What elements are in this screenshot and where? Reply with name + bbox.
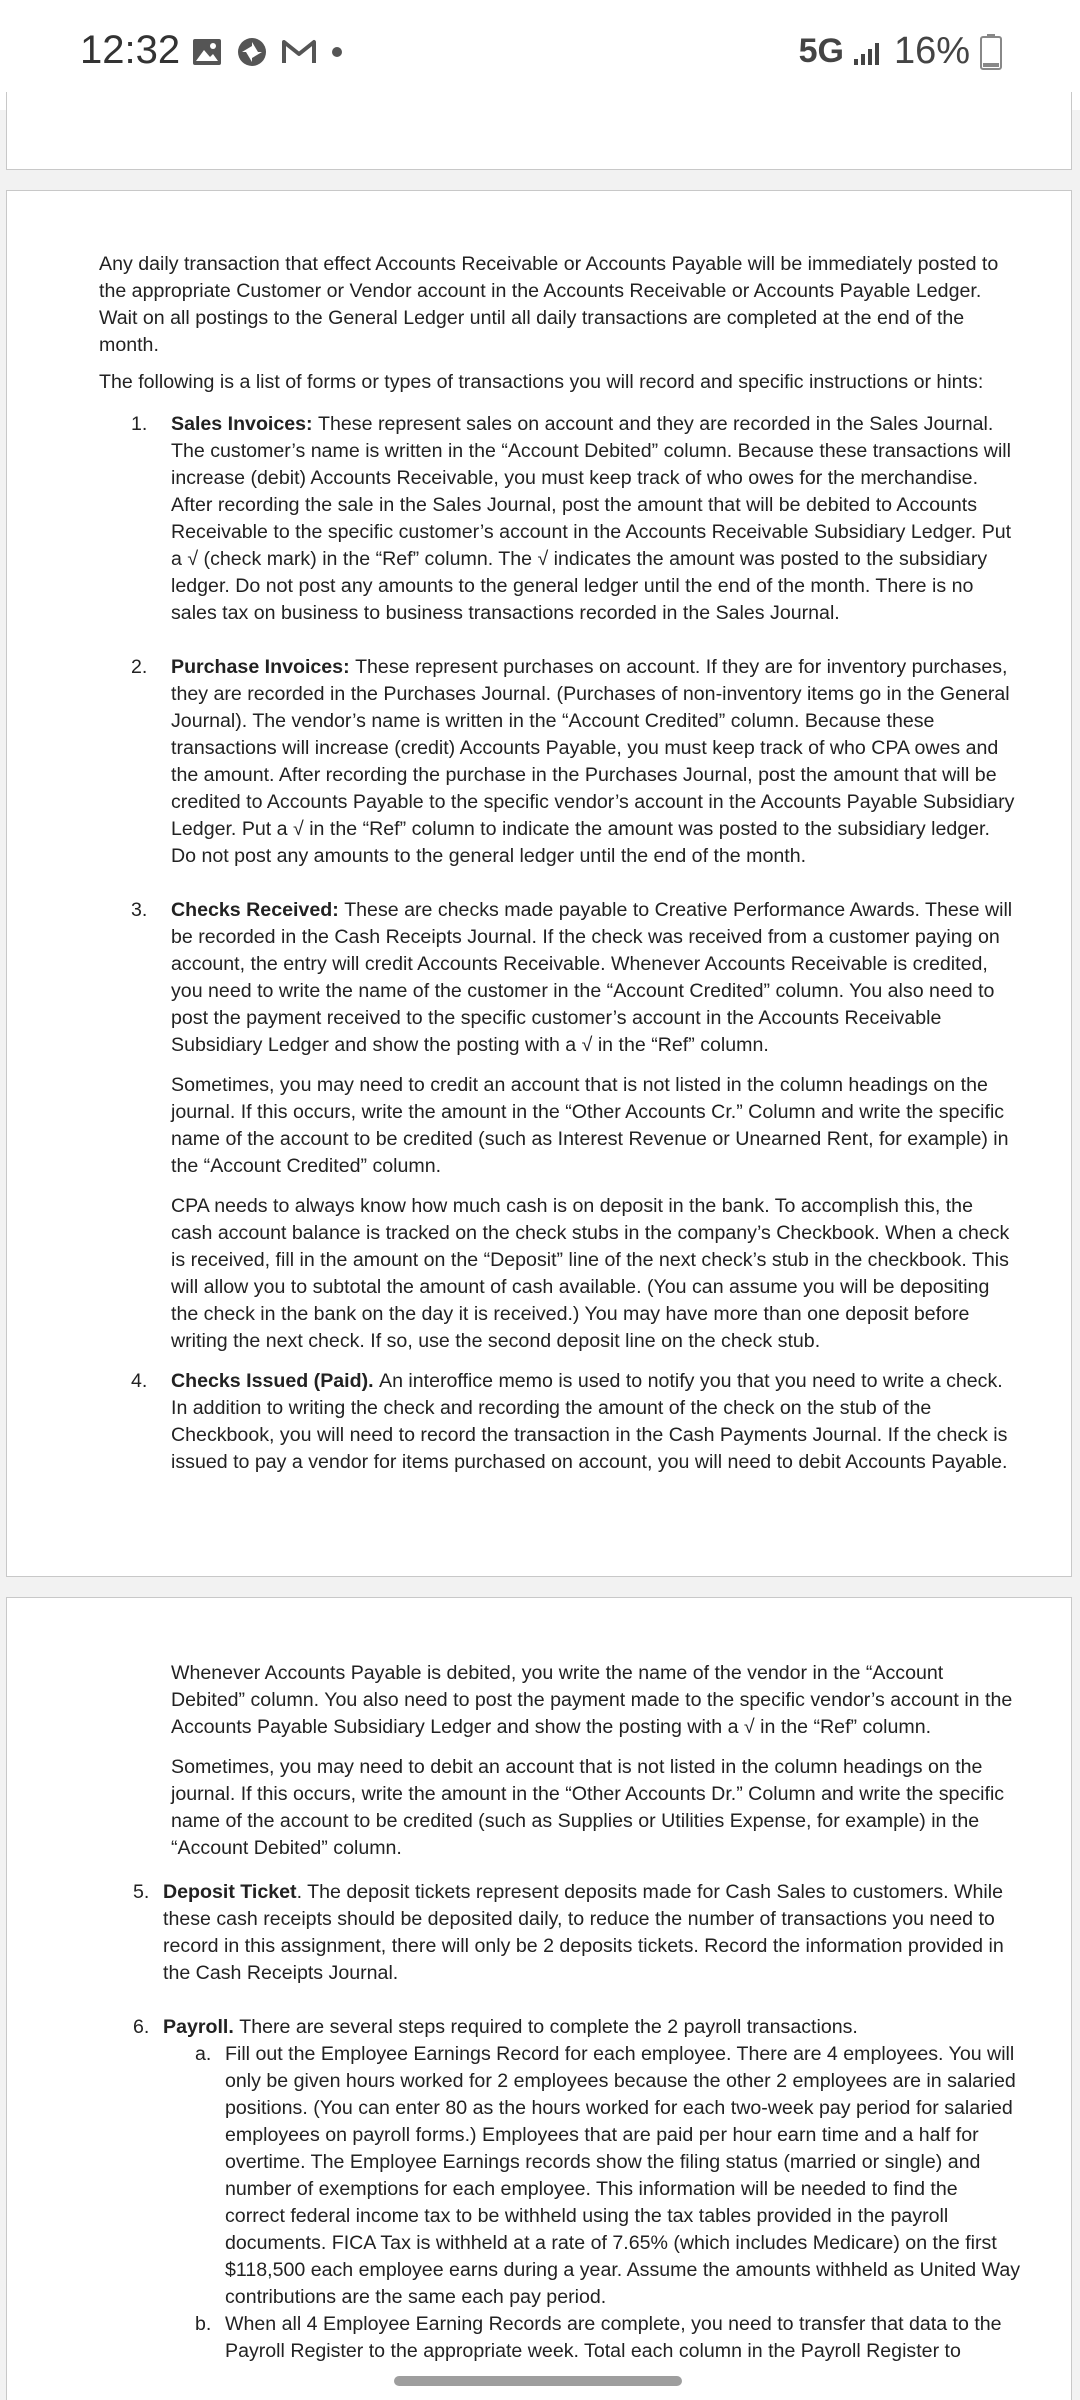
item-text: These represent purchases on account. If they are for inventory purchases, they are recorded in the Purchases Journal. (Purchases of non-inventory items go in the General Journal). The vendor’s name is written in the “Account Credited” column. Because these transactions will increase (credit) Accounts Payable, you must keep track of who CPA owes and the amount. After recording the purchase in the Purchases Journal, post the amount that will be credited to Accounts Payable to the specific vendor’s account in the Accounts Payable Subsidiary Ledger. Put a √ in the “Ref” column to indicate the amount was posted to the subsidiary ledger. Do not post any amounts to the general ledger until the end of the month. bbox=[171, 656, 1015, 867]
item-paragraph-3: CPA needs to always know how much cash is on deposit in the bank. To accomplish this, the cash account balance is tracked on the check stubs in the company’s Checkbook. When a check is received, fill in the amount on the “Deposit” line of the next check’s stub in the checkbook. This will allow you to subtotal the amount of cash available. (You can assume you will be depositing the check in the bank on the day it is received.) You may have more than one deposit before writing the next check. If so, use the second deposit line on the check stub. bbox=[171, 1195, 1010, 1352]
subitem-b bbox=[195, 2311, 1021, 2365]
list-number: 6. bbox=[133, 2016, 150, 2038]
sub-number: a. bbox=[195, 2043, 212, 2065]
gesture-navigation-handle[interactable] bbox=[394, 2376, 682, 2386]
item-title: Payroll. bbox=[163, 2016, 234, 2038]
payroll-subitems bbox=[195, 2041, 1021, 2365]
item-paragraph-2: Sometimes, you may need to credit an account that is not listed in the column headings on the journal. If this occurs, write the amount in the “Other Accounts Cr.” Column and write the specific name of the account to be credited (such as Interest Revenue or Unearned Rent, for example) in the “Account Credited” column. bbox=[171, 1074, 1009, 1177]
document-page-1 bbox=[6, 92, 1072, 170]
status-right bbox=[799, 30, 1002, 73]
list-item-checks-received bbox=[131, 897, 1019, 1355]
item-text: These are checks made payable to Creative Performance Awards. These will be recorded in the Cash Receipts Journal. If the check was received from a customer paying on account, the entry will credit Accounts Receivable. Whenever Accounts Receivable is credited, you need to write the name of the customer in the “Account Credited” column. You also need to post the payment received to the specific customer’s account in the Accounts Receivable Subsidiary Ledger and show the posting with a √ in the “Ref” column. bbox=[171, 899, 1013, 1056]
gallery-icon bbox=[192, 38, 222, 66]
list-item-payroll bbox=[133, 2014, 1021, 2365]
sub-number: b. bbox=[195, 2313, 212, 2335]
instruction-list bbox=[131, 411, 1019, 1476]
subitem-a bbox=[195, 2041, 1021, 2311]
item-title: Purchase Invoices: bbox=[171, 656, 350, 678]
list-item-checks-issued bbox=[131, 1368, 1019, 1476]
sub-text: When all 4 Employee Earning Records are complete, you need to transfer that data to the Payroll Register to the appropriate week. Total each column in the Payroll Register to bbox=[225, 2313, 1002, 2362]
status-time: 12:32 bbox=[80, 28, 181, 72]
continuation-paragraph-1: Whenever Accounts Payable is debited, you write the name of the vendor in the “Account Debited” column. You also need to post the payment made to the specific vendor’s account in the Accounts Payable Subsidiary Ledger and show the posting with a √ in the “Ref” column. bbox=[171, 1662, 1013, 1738]
photos-pinwheel-icon bbox=[236, 36, 268, 68]
item-title: Checks Issued (Paid). bbox=[171, 1370, 374, 1392]
item-title: Checks Received: bbox=[171, 899, 339, 921]
battery-percent: 16% bbox=[893, 30, 970, 72]
document-page-3 bbox=[6, 1597, 1072, 2400]
item-text: An interoffice memo is used to notify you that you need to write a check. In addition to writing the check and recording the amount of the check on the stub of the Checkbook, you will need to record the transaction in the Cash Payments Journal. If the check is issued to pay a vendor for items purchased on account, you will need to debit Accounts Payable. bbox=[171, 1370, 1008, 1473]
signal-icon bbox=[854, 39, 884, 65]
list-item-purchase-invoices bbox=[131, 654, 1019, 870]
document-page-2 bbox=[6, 190, 1072, 1577]
gmail-icon bbox=[282, 39, 316, 65]
battery-icon bbox=[980, 34, 1002, 70]
item-title: Sales Invoices: bbox=[171, 413, 313, 435]
item-title: Deposit Ticket bbox=[163, 1881, 297, 1903]
list-number: 3. bbox=[131, 899, 148, 921]
notification-icons bbox=[192, 36, 344, 68]
sub-text: Fill out the Employee Earnings Record for each employee. There are 4 employees. You will only be given hours worked for 2 employees because the other 2 employees are in salaried positions. (You can enter 80 as the hours worked for each two-week pay period for salaried employees on payroll forms.) Employees that are paid per hour earn time and a half for overtime. The Employee Earnings records show the filing status (married or single) and number of exemptions for each employee. This information will be needed to find the correct federal income tax to be withheld using the tax tables provided in the payroll documents. FICA Tax is withheld at a rate of 7.65% (which includes Medicare) on the first $118,500 each employee earns during a year. Assume the amounts withheld as United Way contributions are the same each pay period. bbox=[225, 2043, 1021, 2308]
network-type: 5G bbox=[798, 32, 844, 70]
item-text: . The deposit tickets represent deposits made for Cash Sales to customers. While these cash receipts should be deposited daily, to reduce the number of transactions you need to record in this assignment, there will only be 2 deposits tickets. Record the information provided in the Cash Receipts Journal. bbox=[163, 1881, 1004, 1984]
intro-paragraph-1: Any daily transaction that effect Accounts Receivable or Accounts Payable will be immediately posted to the appropriate Customer or Vendor account in the Accounts Receivable or Accounts Payable Ledger. Wait on all postings to the General Ledger until all daily transactions are completed at the end of the month. bbox=[99, 253, 999, 356]
continuation-paragraph-2: Sometimes, you may need to debit an account that is not listed in the column headings on the journal. If this occurs, write the amount in the “Other Accounts Dr.” Column and write the specific name of the account to be credited (such as Supplies or Utilities Expense, for example) in the “Account Debited” column. bbox=[171, 1756, 1005, 1859]
item-text: These represent sales on account and they are recorded in the Sales Journal. The customer’s name is written in the “Account Debited” column. Because these transactions will increase (debit) Accounts Receivable, you must keep track of who owes for the merchandise. After recording the sale in the Sales Journal, post the amount that will be debited to Accounts Receivable to the specific customer’s account in the Accounts Receivable Subsidiary Ledger. Put a √ (check mark) in the “Ref” column. The √ indicates the amount was posted to the subsidiary ledger. Do not post any amounts to the general ledger until the end of the month. There is no sales tax on business to business transactions recorded in the Sales Journal. bbox=[171, 413, 1012, 624]
list-item-deposit-ticket bbox=[133, 1879, 1021, 1987]
list-number: 4. bbox=[131, 1370, 148, 1392]
list-item-sales-invoices bbox=[131, 411, 1019, 627]
list-number: 2. bbox=[131, 656, 148, 678]
list-number: 5. bbox=[133, 1881, 150, 1903]
more-notifications-dot-icon bbox=[330, 45, 344, 59]
item-text: There are several steps required to complete the 2 payroll transactions. bbox=[239, 2016, 858, 2038]
intro-paragraph-2: The following is a list of forms or types of transactions you will record and specific instructions or hints: bbox=[99, 371, 984, 393]
list-number: 1. bbox=[131, 413, 148, 435]
